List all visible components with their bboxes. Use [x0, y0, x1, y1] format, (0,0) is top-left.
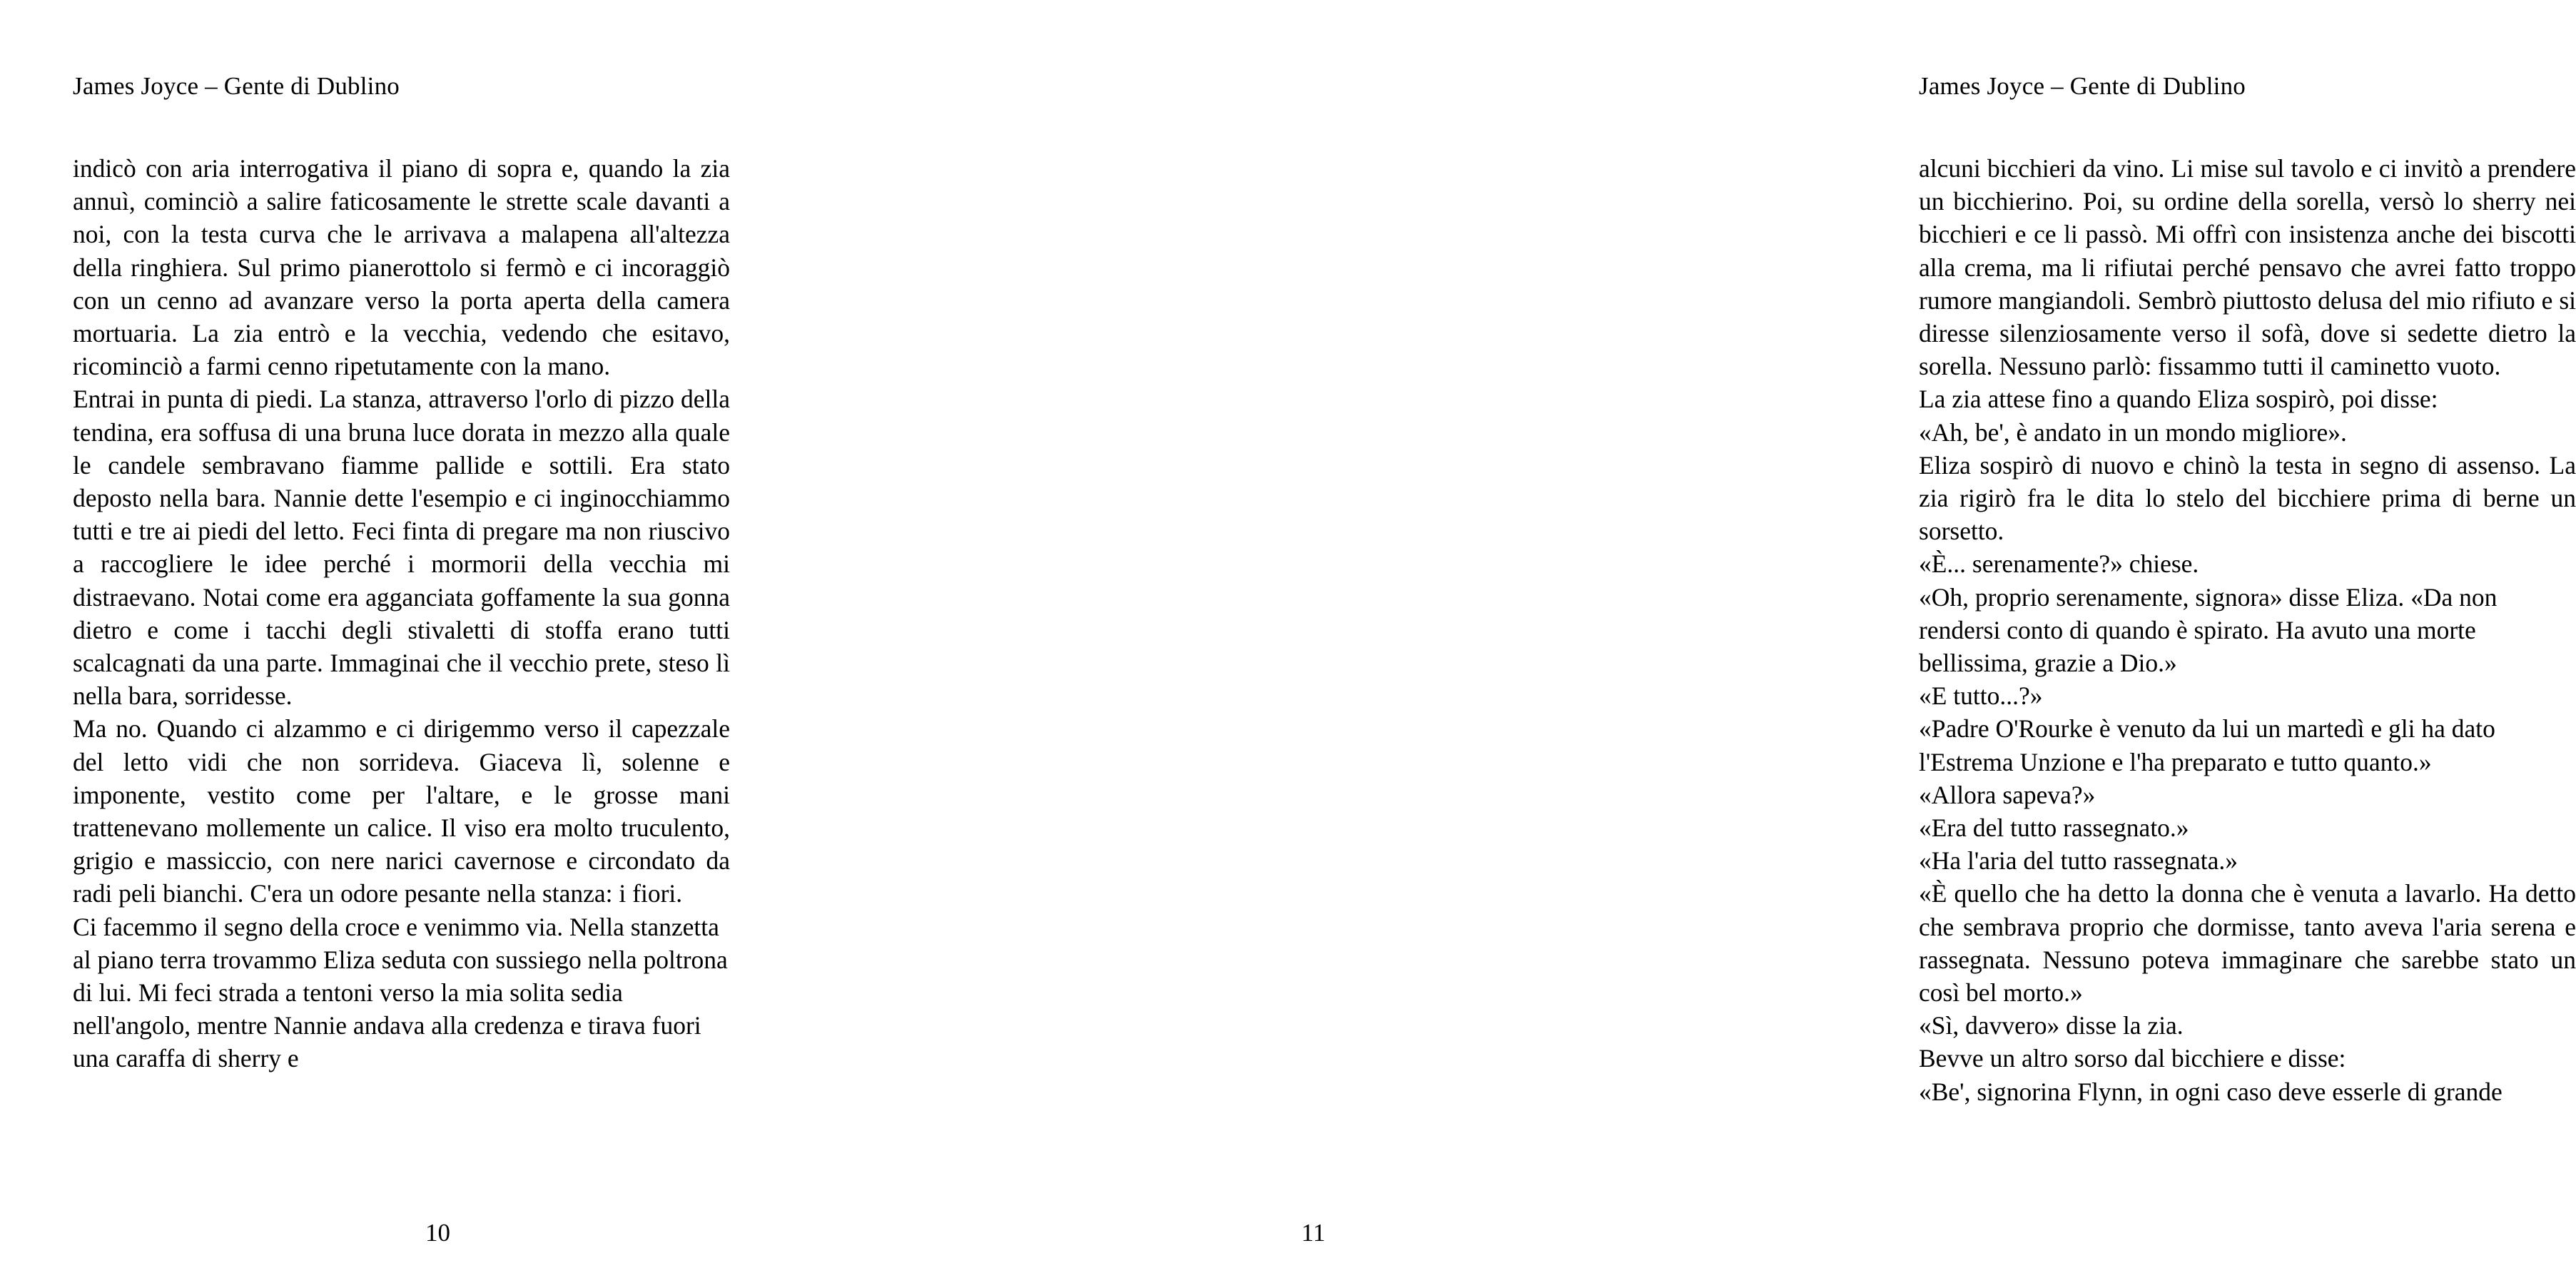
paragraph: «Ah, be', è andato in un mondo migliore». [1919, 417, 2347, 447]
paragraph: indicò con aria interrogativa il piano di sopra e, quando la zia annuì, cominciò a salire faticosamente le strette scale davanti a noi, con la testa curva che le arrivava a malapena all'altezza della ringhiera. Sul primo pianerottolo si fermò e ci incoraggiò con un cenno ad avanzare verso la porta aperta della camera mortuaria. La zia entrò e la vecchia, vedendo che esitavo, ricominciò a farmi cenno ripetutamente con la mano. [73, 154, 730, 381]
page-right [876, 0, 2576, 1288]
paragraph: Entrai in punta di piedi. La stanza, attraverso l'orlo di pizzo della tendina, era soffusa di una bruna luce dorata in mezzo alla quale le candele sembravano fiamme pallide e sottili. Era stato deposto nella bara. Nannie dette l'esempio e ci inginocchiammo tutti e tre ai piedi del letto. Feci finta di pregare ma non riuscivo a raccogliere le idee perché i mormorii della vecchia mi distraevano. Notai come era agganciata goffamente la sua gonna dietro e come i tacchi degli stivaletti di stoffa erano tutti scalcagnati da una parte. Immaginai che il vecchio prete, steso lì nella bara, sorridesse. [73, 385, 730, 711]
page-number-right: 11 [1301, 1219, 1326, 1247]
paragraph: Bevve un altro sorso dal bicchiere e disse: [1919, 1044, 2346, 1073]
paragraph: Ma no. Quando ci alzammo e ci dirigemmo verso il capezzale del letto vidi che non sorrideva. Giaceva lì, solenne e imponente, vestito come per l'altare, e le grosse mani trattenevano mollemente un calice. Il viso era molto truculento, grigio e massiccio, con nere narici cavernose e circondato da radi peli bianchi. C'era un odore pesante nella stanza: i fiori. [73, 714, 730, 908]
page-left [0, 0, 876, 1288]
paragraph: «Sì, davvero» disse la zia. [1919, 1011, 2184, 1040]
paragraph: «Ha l'aria del tutto rassegnata.» [1919, 846, 2238, 876]
body-text-right [1919, 152, 2576, 1108]
paragraph: «Allora sapeva?» [1919, 780, 2096, 809]
paragraph: «Oh, proprio serenamente, signora» disse Eliza. «Da non rendersi conto di quando è spirato. Ha avuto una morte bellissima, grazie a Dio.» [1919, 582, 2498, 678]
body-text-left [73, 152, 730, 1075]
paragraph: «Padre O'Rourke è venuto da lui un martedì e gli ha dato l'Estrema Unzione e l'ha preparato e tutto quanto.» [1919, 714, 2495, 776]
paragraph: alcuni bicchieri da vino. Li mise sul tavolo e ci invitò a prendere un bicchierino. Poi, su ordine della sorella, versò lo sherry nei bicchieri e ce li passò. Mi offrì con insistenza anche dei biscotti alla crema, ma li rifiutai perché pensavo che avrei fatto troppo rumore mangiandoli. Sembrò piuttosto delusa del mio rifiuto e si diresse silenziosamente verso il sofà, dove si sedette dietro la sorella. Nessuno parlò: fissammo tutti il caminetto vuoto. [1919, 154, 2576, 381]
paragraph: «È quello che ha detto la donna che è venuta a lavarlo. Ha detto che sembrava proprio che dormisse, tanto aveva l'aria serena e rassegnata. Nessuno poteva immaginare che sarebbe stato un così bel morto.» [1919, 879, 2576, 1008]
running-head-right: James Joyce – Gente di Dublino [1919, 72, 2246, 100]
running-head-left: James Joyce – Gente di Dublino [73, 72, 400, 100]
paragraph: Eliza sospirò di nuovo e chinò la testa in segno di assenso. La zia rigirò fra le dita lo stelo del bicchiere prima di berne un sorsetto. [1919, 450, 2576, 546]
page-number-left: 10 [425, 1219, 450, 1247]
paragraph: Ci facemmo il segno della croce e venimmo via. Nella stanzetta al piano terra trovammo Eliza seduta con sussiego nella poltrona di lui. Mi feci strada a tentoni verso la mia solita sedia nell'angolo, mentre Nannie andava alla credenza e tirava fuori una caraffa di sherry e [73, 912, 728, 1073]
paragraph: «Be', signorina Flynn, in ogni caso deve esserle di grande [1919, 1077, 2503, 1106]
paragraph: «E tutto...?» [1919, 681, 2043, 711]
paragraph: «È... serenamente?» chiese. [1919, 549, 2199, 579]
paragraph: La zia attese fino a quando Eliza sospirò, poi disse: [1919, 385, 2438, 414]
paragraph: «Era del tutto rassegnato.» [1919, 813, 2189, 843]
